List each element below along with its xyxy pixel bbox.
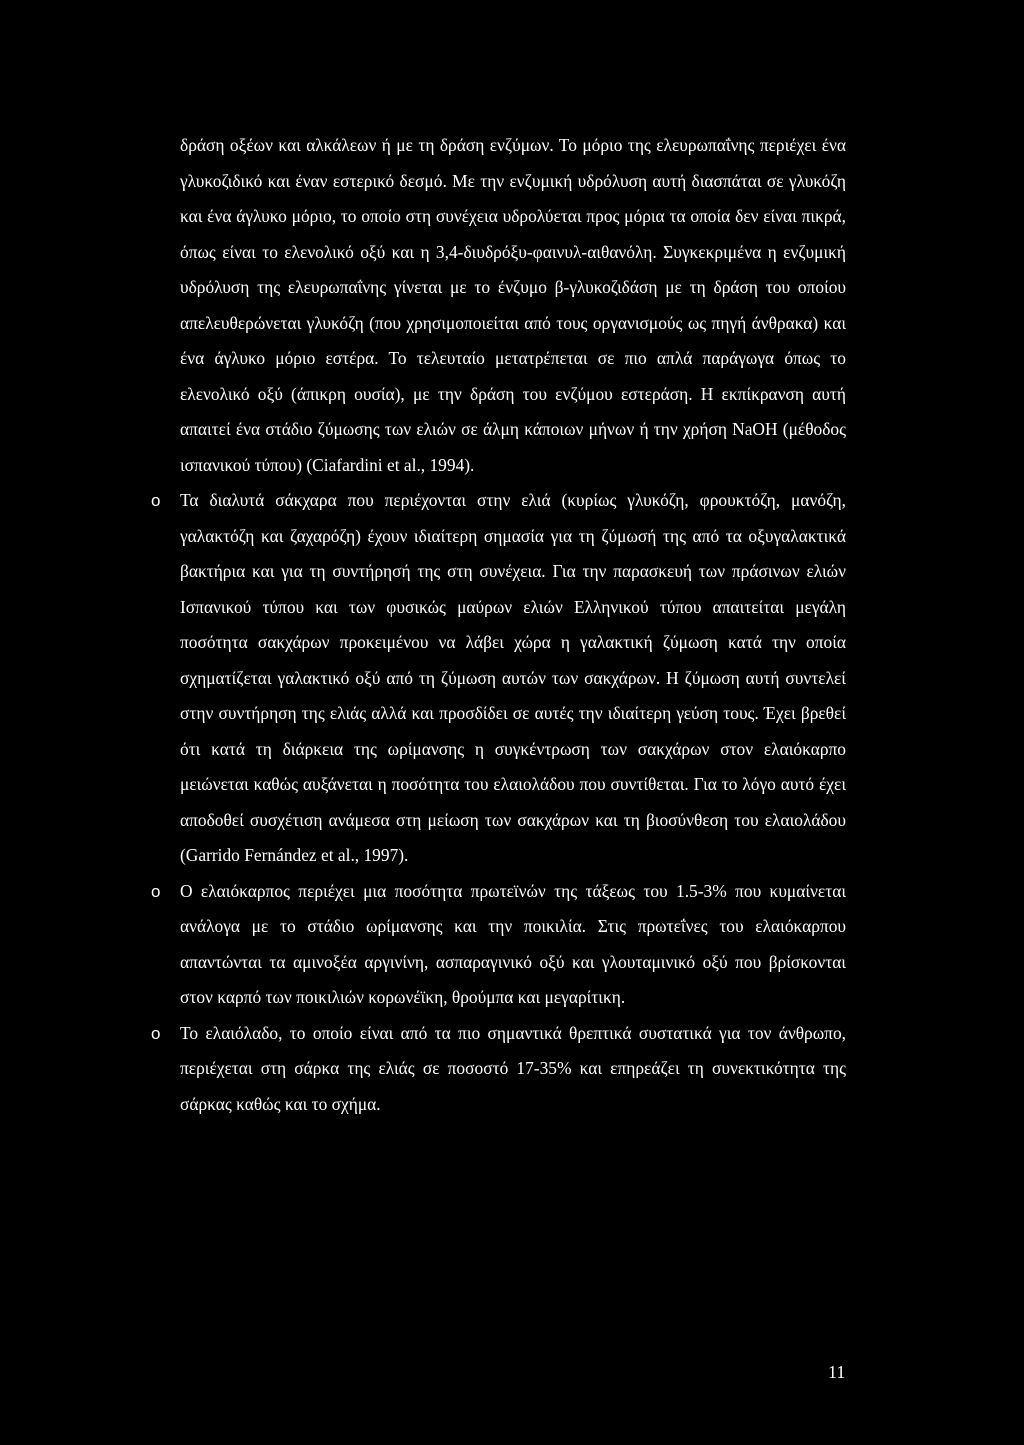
continuation-paragraph: δράση οξέων και αλκάλεων ή με τη δράση ενζύμων. Το μόριο της ελευρωπαΐνης περιέχει ένα γλυκοζιδικό και έναν εστερικό δεσμό. Με την ενζυμική υδρόλυση αυτή διασπάται σε γλυκόζη και ένα άγλυκο μόριο, το οποίο στη συνέχεια υδρολύεται προς μόρια τα οποία δεν είναι πικρά, όπως είναι το ελενολικό οξύ και η 3,4-διυδρόξυ-φαινυλ-αιθανόλη. Συγκεκριμένα η ενζυμική υδρόλυση της ελευρωπαΐνης γίνεται με το ένζυμο β-γλυκοζιδάση με τη δράση του οποίου απελευθερώνεται γλυκόζη (που χρησιμοποιείται από τους οργανισμούς ως πηγή άνθρακα) και ένα άγλυκο μόριο εστέρα. Το τελευταίο μετατρέπεται σε πιο απλά παράγωγα όπως το ελενολικό οξύ (άπικρη ουσία), με την δράση του ενζύμου εστεράση. Η εκπίκρανση αυτή απαιτεί ένα στάδιο ζύμωσης των ελιών σε άλμη κάποιων μήνων ή την χρήση NaOH (μέθοδος ισπανικού τύπου) (Ciafardini et al., 1994). xyxy=(180,135,846,475)
bullet-item-proteins xyxy=(151,874,846,1016)
page-number: 11 xyxy=(828,1362,846,1382)
bullet-item-sugars xyxy=(151,483,846,874)
bullet-marker: o xyxy=(151,491,161,510)
bullet-marker: o xyxy=(151,881,161,901)
bullet-item-olive-oil xyxy=(151,1016,846,1123)
bullet-text: Ο ελαιόκαρπος περιέχει μια ποσότητα πρωτεϊνών της τάξεως του 1.5-3% που κυμαίνεται ανάλογα με το στάδιο ωρίμανσης και την ποικιλία. Στις πρωτεΐνες του ελαιόκαρπου απαντώνται τα αμινοξέα αργινίνη, ασπαραγινικό οξύ και γλουταμινικό οξύ που βρίσκονται στον καρπό των ποικιλιών κορωνέϊκη, θρούμπα και μεγαρίτικη. xyxy=(180,880,846,1007)
bullet-marker: o xyxy=(151,1023,161,1043)
bullet-text: Το ελαιόλαδο, το οποίο είναι από τα πιο σημαντικά θρεπτικά συστατικά για τον άνθρωπο, περιέχεται στη σάρκα της ελιάς σε ποσοστό 17-35% και επηρεάζει τη συνεκτικότητα της σάρκας καθώς και το σχήμα. xyxy=(180,1022,846,1114)
body-text xyxy=(151,128,846,1122)
bullet-list xyxy=(151,483,846,1122)
bullet-text: Τα διαλυτά σάκχαρα που περιέχονται στην ελιά (κυρίως γλυκόζη, φρουκτόζη, μανόζη, γαλακτόζη και ζαχαρόζη) έχουν ιδιαίτερη σημασία για τη ζύμωσή της από τα οξυγαλακτικά βακτήρια και για τη συντήρησή της στη συνέχεια. Για την παρασκευή των πράσινων ελιών Ισπανικού τύπου και των φυσικώς μαύρων ελιών Ελληνικού τύπου απαιτείται μεγάλη ποσότητα σακχάρων προκειμένου να λάβει χώρα η γαλακτική ζύμωση κατά την οποία σχηματίζεται γαλακτικό οξύ από τη ζύμωση αυτών των σακχάρων. Η ζύμωση αυτή συντελεί στην συντήρηση της ελιάς αλλά και προσδίδει σε αυτές την ιδιαίτερη γεύση τους. Έχει βρεθεί ότι κατά τη διάρκεια της ωρίμανσης η συγκέντρωση των σακχάρων στον ελαιόκαρπο μειώνεται καθώς αυξάνεται η ποσότητα του ελαιολάδου που συντίθεται. Για το λόγο αυτό έχει αποδοθεί συσχέτιση ανάμεσα στη μείωση των σακχάρων και τη βιοσύνθεση του ελαιολάδου (Garrido Fernández et al., 1997). xyxy=(180,490,846,865)
